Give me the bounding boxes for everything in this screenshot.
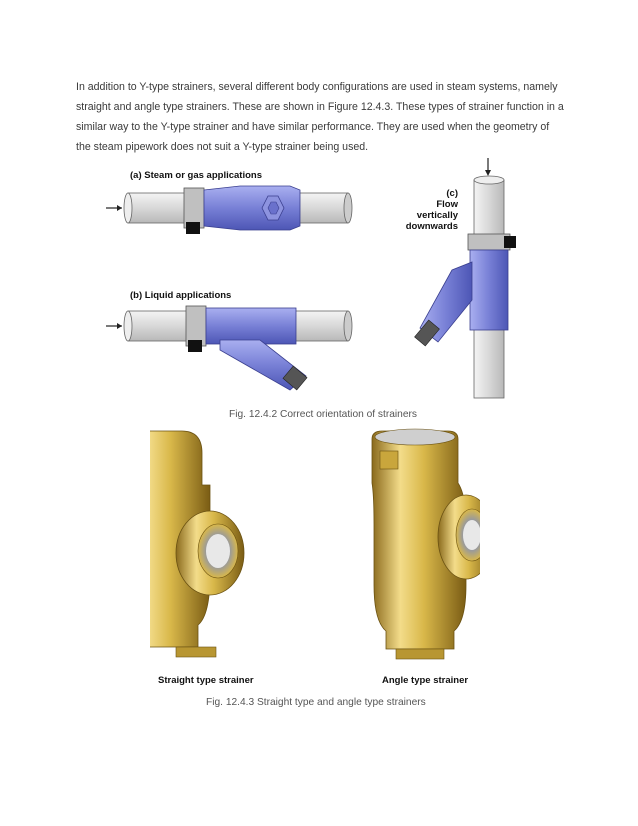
svg-text:downwards: downwards [405,221,458,232]
figure-caption-straight-angle: Fig. 12.4.3 Straight type and angle type strainers [206,697,426,708]
figure-caption-orientation: Fig. 12.4.2 Correct orientation of strainers [229,409,417,420]
label-liquid: (b) Liquid applications [130,290,232,301]
straight-type-strainer-image [150,431,244,657]
svg-text:vertically: vertically [416,210,458,221]
intro-paragraph: In addition to Y-type strainers, several different body configurations are used in steam systems, namely straight and angle type strainers. These are shown in Figure 12.4.3. These types of strainer function in a similar way to the Y-type strainer and have similar performance. They are used when the geometry of the steam pipework does not suit a Y-type strainer being used. [76,81,564,153]
strainer-vertical [415,158,516,398]
strainer-horizontal-steam [106,186,352,234]
strainer-orientation-figure [100,150,540,405]
straight-angle-strainers-figure [150,425,480,690]
label-steam-gas: (a) Steam or gas applications [130,170,262,181]
label-angle-type: Angle type strainer [382,675,469,686]
label-straight-type: Straight type strainer [158,675,254,686]
strainer-horizontal-liquid [106,306,352,390]
angle-type-strainer-image [372,429,480,659]
label-vertical [406,188,459,232]
svg-text:(c): (c) [446,188,458,199]
svg-text:Flow: Flow [436,199,458,210]
